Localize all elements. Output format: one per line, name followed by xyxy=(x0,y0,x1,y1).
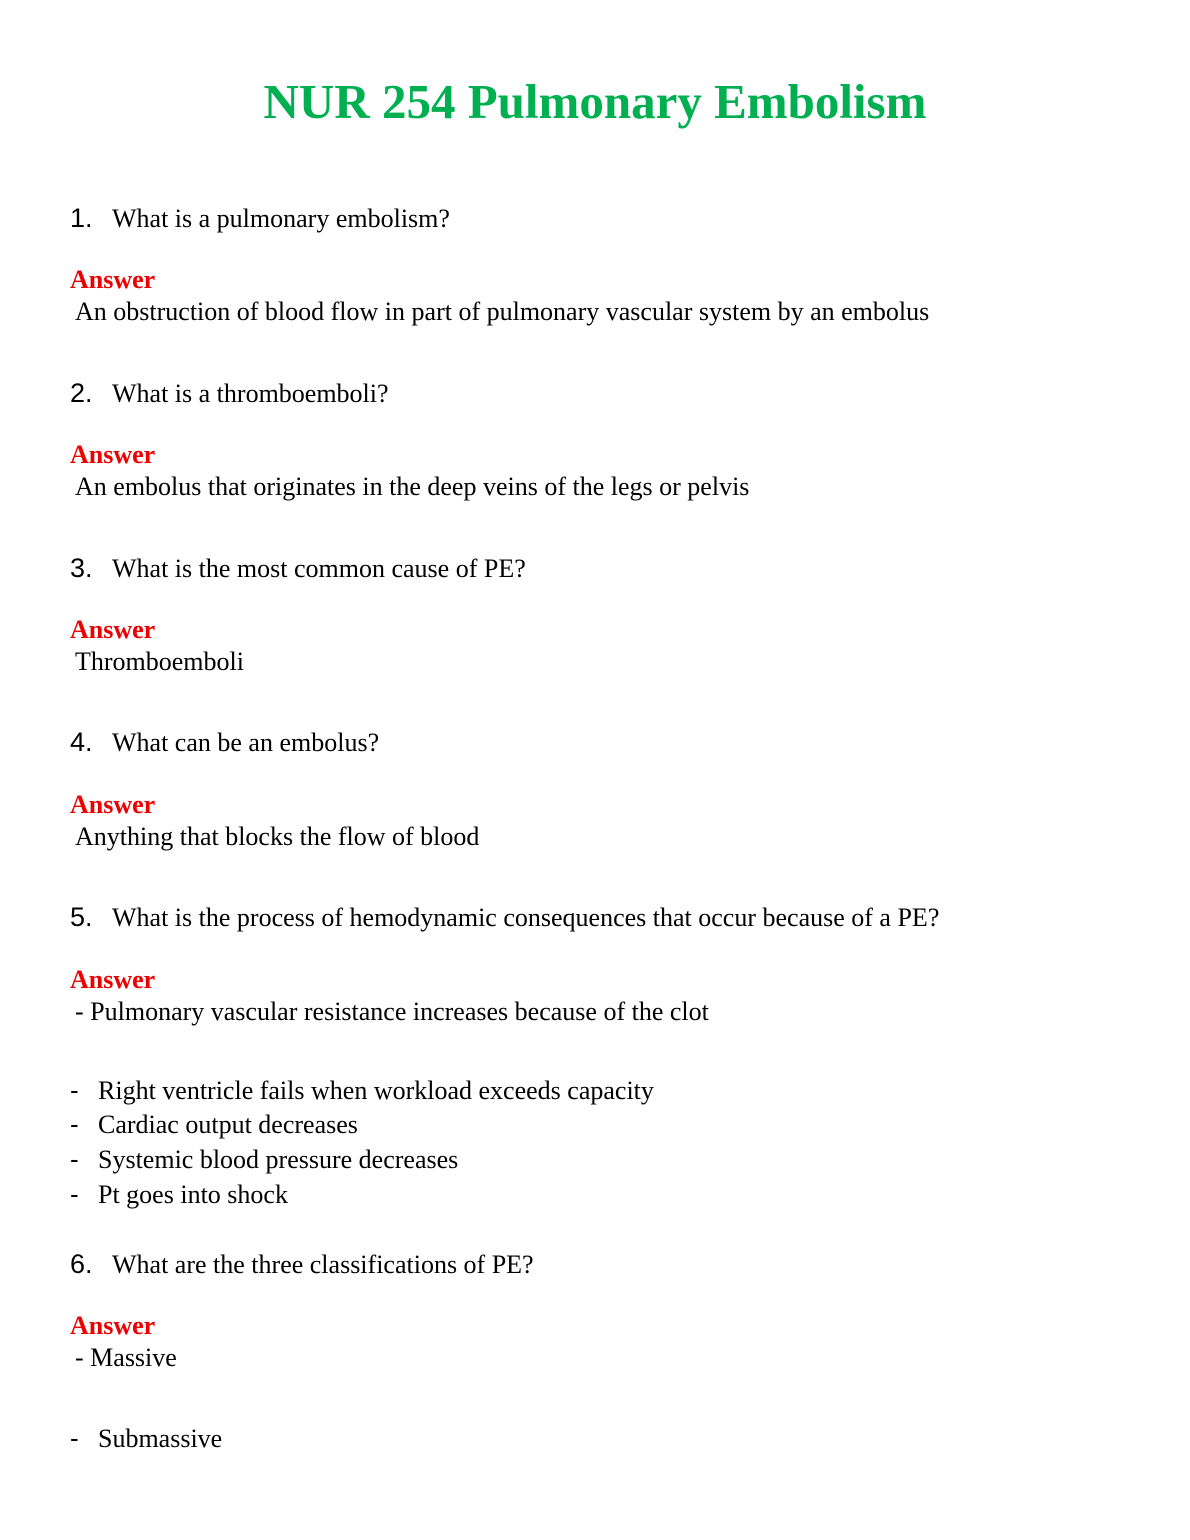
question-number: 2. xyxy=(70,378,93,408)
answer-label: Answer xyxy=(70,965,156,994)
question-text: What are the three classifications of PE? xyxy=(112,1250,534,1279)
question-number: 1. xyxy=(70,203,93,233)
answer-text: Anything that blocks the flow of blood xyxy=(75,822,480,851)
list-item xyxy=(70,1422,222,1455)
list-item xyxy=(70,1178,288,1211)
question-text: What can be an embolus? xyxy=(112,728,380,757)
page-title: NUR 254 Pulmonary Embolism xyxy=(263,74,927,129)
answer-label: Answer xyxy=(70,790,156,819)
question-2 xyxy=(70,377,389,410)
question-text: What is a pulmonary embolism? xyxy=(112,204,450,233)
list-item-text: Systemic blood pressure decreases xyxy=(98,1145,459,1174)
list-item-text: Pt goes into shock xyxy=(98,1180,288,1209)
question-text: What is a thromboemboli? xyxy=(112,379,389,408)
question-6 xyxy=(70,1248,534,1281)
answer-label: Answer xyxy=(70,615,156,644)
list-item-text: Right ventricle fails when workload exceeds capacity xyxy=(98,1076,654,1105)
answer-text: - Massive xyxy=(75,1343,177,1372)
answer-text: - Pulmonary vascular resistance increases because of the clot xyxy=(75,997,709,1026)
question-text: What is the most common cause of PE? xyxy=(112,554,526,583)
list-item xyxy=(70,1108,358,1141)
answer-text: An embolus that originates in the deep veins of the legs or pelvis xyxy=(75,472,750,501)
bullet-dash: - xyxy=(70,1423,79,1453)
bullet-dash: - xyxy=(70,1179,79,1209)
question-number: 3. xyxy=(70,553,93,583)
answer-text: An obstruction of blood flow in part of pulmonary vascular system by an embolus xyxy=(75,297,930,326)
answer-label: Answer xyxy=(70,265,156,294)
question-text: What is the process of hemodynamic consequences that occur because of a PE? xyxy=(112,903,940,932)
question-number: 6. xyxy=(70,1249,93,1279)
answer-text: Thromboemboli xyxy=(75,647,244,676)
list-item xyxy=(70,1074,654,1107)
bullet-dash: - xyxy=(70,1109,79,1139)
bullet-dash: - xyxy=(70,1144,79,1174)
answer-label: Answer xyxy=(70,440,156,469)
question-1 xyxy=(70,202,450,235)
question-3 xyxy=(70,552,526,585)
question-4 xyxy=(70,726,379,759)
list-item-text: Submassive xyxy=(98,1424,223,1453)
answer-label: Answer xyxy=(70,1311,156,1340)
question-5 xyxy=(70,901,939,934)
question-number: 5. xyxy=(70,902,93,932)
list-item-text: Cardiac output decreases xyxy=(98,1110,358,1139)
list-item xyxy=(70,1143,458,1176)
bullet-dash: - xyxy=(70,1075,79,1105)
question-number: 4. xyxy=(70,727,93,757)
